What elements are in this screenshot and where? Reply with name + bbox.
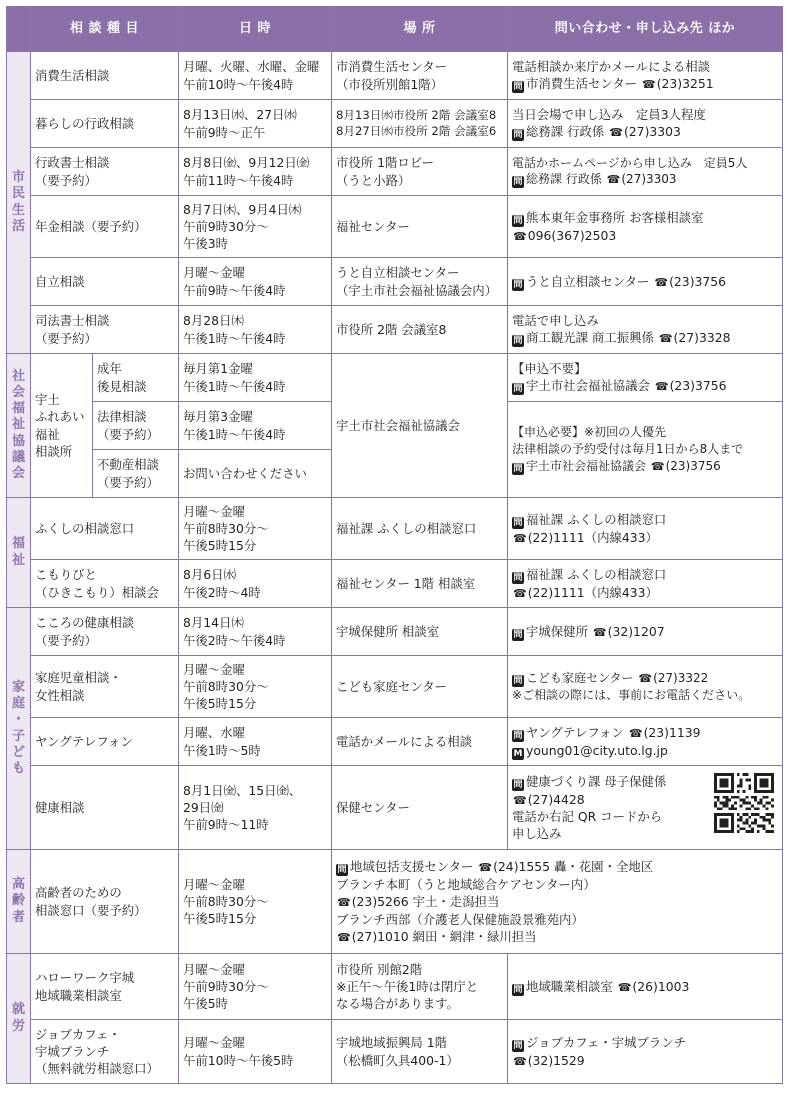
consultation-time: 毎月第3金曜 午後1時～午後4時	[179, 402, 332, 450]
consultation-name: 自立相談	[31, 258, 179, 306]
consultation-time: 8月14日㈭ 午後2時～午後4時	[179, 608, 332, 656]
phone-icon: ☎	[654, 275, 669, 289]
phone-icon: ☎	[606, 173, 621, 187]
header-datetime: 日 時	[179, 7, 332, 52]
phone-icon: ☎	[628, 726, 643, 740]
consultation-name: 行政書士相談 （要予約）	[31, 148, 179, 196]
consultation-time: 8月8日㈮、9月12日㈮ 午前11時～午後4時	[179, 148, 332, 196]
office-icon: 問	[513, 130, 523, 141]
consultation-name: 消費生活相談	[31, 52, 179, 100]
consultation-place-contact: 問 地域包括支援センター ☎(24)1555 轟・花園・全地区 ブランチ本町（うと地域総合ケアセンター内） ☎(23)5266 宇土・走潟担当 ブランチ西部（介護老人保健施設景雅苑内） ☎(27)1010 網田・網津・緑川担当	[332, 850, 783, 954]
office-icon: 問	[513, 384, 523, 395]
consultation-place: 宇城地域振興局 1階 （松橋町久具400-1）	[332, 1020, 508, 1084]
table-row	[7, 718, 783, 766]
phone-icon: ☎	[642, 78, 656, 92]
office-icon: 問	[513, 517, 523, 528]
table-row	[7, 608, 783, 656]
consultation-contact: 問 宇城保健所 ☎(32)1207	[508, 608, 783, 656]
consultation-place: 市役所 2階 会議室8	[332, 306, 508, 354]
consultation-contact: 問 福祉課 ふくしの相談窓口 ☎(22)1111（内線433）	[508, 498, 783, 560]
consultation-place: 福祉センター	[332, 196, 508, 258]
table-row	[7, 306, 783, 354]
consultation-contact: 電話かホームページから申し込み 定員5人 問 総務課 行政係 ☎(27)3303	[508, 148, 783, 196]
consultation-place: 市消費生活センター （市役所別館1階）	[332, 52, 508, 100]
consultation-time: 月曜～金曜 午前10時～午後5時	[179, 1020, 332, 1084]
consultation-time: 月曜～金曜 午前8時30分～ 午後5時15分	[179, 498, 332, 560]
consultation-contact: 問 うと自立相談センター ☎(23)3756	[508, 258, 783, 306]
consultation-contact: 問 熊本東年金事務所 お客様相談室 ☎096(367)2503	[508, 196, 783, 258]
consultation-contact: 問 ヤングテレフォン ☎(23)1139 M young01@city.uto.lg.jp	[508, 718, 783, 766]
consultation-place: 宇土市社会福祉協議会	[332, 354, 508, 498]
phone-icon: ☎	[650, 459, 665, 473]
header-corner	[7, 7, 31, 52]
consultation-name: 高齢者のための 相談窓口（要予約）	[31, 850, 179, 954]
table-row	[7, 560, 783, 608]
consultation-place: 8月13日㈬市役所 2階 会議室8 8月27日㈬市役所 2階 会議室6	[332, 100, 508, 148]
office-icon: 問	[513, 177, 523, 188]
table-row	[7, 850, 783, 954]
table-row	[7, 196, 783, 258]
consultation-time: 月曜～金曜 午前8時30分～ 午後5時15分	[179, 850, 332, 954]
section-label-koreisha: 高 齢 者	[7, 850, 31, 954]
office-icon: 問	[513, 215, 523, 226]
section-label-shuro: 就 労	[7, 954, 31, 1084]
consultation-time: 8月7日㈭、9月4日㈭ 午前9時30分～ 午後3時	[179, 196, 332, 258]
table-header-row	[7, 7, 783, 52]
table-row	[7, 954, 783, 1020]
consultation-time: 月曜、水曜 午後1時～5時	[179, 718, 332, 766]
consultation-name: 健康相談	[31, 766, 179, 850]
office-icon: 問	[513, 336, 523, 347]
table-row	[7, 52, 783, 100]
consultation-time: 8月6日㈬ 午後2時～4時	[179, 560, 332, 608]
consultation-time: 8月13日㈬、27日㈬ 午前9時～正午	[179, 100, 332, 148]
email-link[interactable]: young01@city.uto.lg.jp	[526, 742, 668, 758]
qr-code-icon[interactable]	[714, 773, 774, 833]
consultation-contact: 電話で申し込み 問 商工観光課 商工振興係 ☎(27)3328	[508, 306, 783, 354]
table-row	[7, 766, 783, 850]
consultation-contact: 問 地域職業相談室 ☎(26)1003	[508, 954, 783, 1020]
section-label-katei-kodomo: 家 庭 ・ 子 ど も	[7, 608, 31, 850]
table-row	[7, 258, 783, 306]
consultation-place: 電話かメールによる相談	[332, 718, 508, 766]
consultation-name: こころの健康相談 （要予約）	[31, 608, 179, 656]
consultation-contact: 問 こども家庭センター ☎(27)3322 ※ご相談の際には、事前にお電話ください。	[508, 656, 783, 718]
consultation-contact: 問 健康づくり課 母子保健係 ☎(27)4428 電話か右記 QR コードから 申し込み	[508, 766, 783, 850]
consultation-place: 福祉課 ふくしの相談窓口	[332, 498, 508, 560]
phone-icon: ☎	[638, 671, 653, 685]
phone-icon: ☎	[337, 896, 351, 910]
consultation-time: 8月28日㈭ 午後1時～午後4時	[179, 306, 332, 354]
office-icon: 問	[513, 279, 523, 290]
consultation-contact: 電話相談か来庁かメールによる相談 問 市消費生活センター ☎(23)3251	[508, 52, 783, 100]
consultation-name: 不動産相談 （要予約）	[93, 450, 179, 498]
consultation-contact: 【申込必要】※初回の人優先 法律相談の予約受付は毎月1日から8人まで 問 宇土市社会福祉協議会 ☎(23)3756	[508, 402, 783, 498]
table-row	[7, 1020, 783, 1084]
consultation-name: ふくしの相談窓口	[31, 498, 179, 560]
consultation-time: 月曜、火曜、水曜、金曜 午前10時～午後4時	[179, 52, 332, 100]
phone-icon: ☎	[513, 229, 527, 243]
consultation-time: 月曜～金曜 午前9時30分～ 午後5時	[179, 954, 332, 1020]
consultation-place: こども家庭センター	[332, 656, 508, 718]
phone-icon: ☎	[617, 980, 632, 994]
office-icon: 問	[513, 675, 523, 686]
phone-icon: ☎	[478, 861, 493, 875]
phone-icon: ☎	[658, 332, 673, 346]
table-row	[7, 498, 783, 560]
header-contact: 問い合わせ・申し込み先 ほか	[508, 7, 783, 52]
consultation-name: 年金相談（要予約）	[31, 196, 179, 258]
office-icon: 問	[513, 572, 523, 583]
consultation-contact: 【申込不要】 問 宇土市社会福祉協議会 ☎(23)3756	[508, 354, 783, 402]
consultation-schedule-table	[6, 6, 783, 1084]
consultation-name: 成年 後見相談	[93, 354, 179, 402]
consultation-time: 8月1日㈮、15日㈮、 29日㈮ 午前9時～11時	[179, 766, 332, 850]
phone-icon: ☎	[609, 126, 623, 140]
phone-icon: ☎	[513, 531, 527, 545]
office-icon: 問	[513, 984, 523, 995]
consultation-time: 毎月第1金曜 午後1時～午後4時	[179, 354, 332, 402]
phone-icon: ☎	[513, 1054, 527, 1068]
consultation-time: お問い合わせください	[179, 450, 332, 498]
phone-icon: ☎	[513, 793, 527, 807]
phone-icon: ☎	[337, 930, 351, 944]
phone-icon: ☎	[513, 586, 527, 600]
mail-icon: M	[513, 748, 523, 759]
consultation-place: 市役所 1階ロビー （うと小路）	[332, 148, 508, 196]
office-icon: 問	[513, 730, 523, 741]
consultation-name: ヤングテレフォン	[31, 718, 179, 766]
office-icon: 問	[513, 463, 523, 474]
section-label-shimin-seikatsu: 市 民 生 活	[7, 52, 31, 354]
consultation-name: 法律相談 （要予約）	[93, 402, 179, 450]
phone-icon: ☎	[654, 380, 669, 394]
office-icon: 問	[513, 629, 523, 640]
phone-icon: ☎	[592, 625, 607, 639]
consultation-place: 市役所 別館2階 ※正午～午後1時は閉庁と なる場合があります。	[332, 954, 508, 1020]
consultation-place: 宇城保健所 相談室	[332, 608, 508, 656]
office-icon: 問	[513, 1040, 523, 1051]
consultation-name: ジョブカフェ・ 宇城ブランチ （無料就労相談窓口）	[31, 1020, 179, 1084]
table-row	[7, 354, 783, 402]
section-label-shakai-fukushi: 社 会 福 祉 協 議 会	[7, 354, 31, 498]
consultation-contact: 当日会場で申し込み 定員3人程度 問 総務課 行政係 ☎(27)3303	[508, 100, 783, 148]
table-row	[7, 148, 783, 196]
office-icon: 問	[337, 865, 347, 876]
consultation-name: ハローワーク宇城 地域職業相談室	[31, 954, 179, 1020]
consultation-place: うと自立相談センター （宇土市社会福祉協議会内）	[332, 258, 508, 306]
consultation-name: こもりびと （ひきこもり）相談会	[31, 560, 179, 608]
office-icon: 問	[513, 779, 523, 790]
section-label-fukushi: 福 祉	[7, 498, 31, 608]
consultation-contact: 問 ジョブカフェ・宇城ブランチ ☎(32)1529	[508, 1020, 783, 1084]
table-row	[7, 100, 783, 148]
consultation-place: 福祉センター 1階 相談室	[332, 560, 508, 608]
consultation-contact: 問 福祉課 ふくしの相談窓口 ☎(22)1111（内線433）	[508, 560, 783, 608]
header-place: 場 所	[332, 7, 508, 52]
group-name-fureai: 宇土 ふれあい 福祉 相談所	[31, 354, 93, 498]
consultation-name: 司法書士相談 （要予約）	[31, 306, 179, 354]
consultation-name: 家庭児童相談・ 女性相談	[31, 656, 179, 718]
consultation-name: 暮らしの行政相談	[31, 100, 179, 148]
table-row	[7, 656, 783, 718]
header-category: 相 談 種 目	[31, 7, 179, 52]
consultation-time: 月曜～金曜 午前9時～午後4時	[179, 258, 332, 306]
consultation-time: 月曜～金曜 午前8時30分～ 午後5時15分	[179, 656, 332, 718]
consultation-place: 保健センター	[332, 766, 508, 850]
office-icon: 問	[513, 82, 523, 93]
